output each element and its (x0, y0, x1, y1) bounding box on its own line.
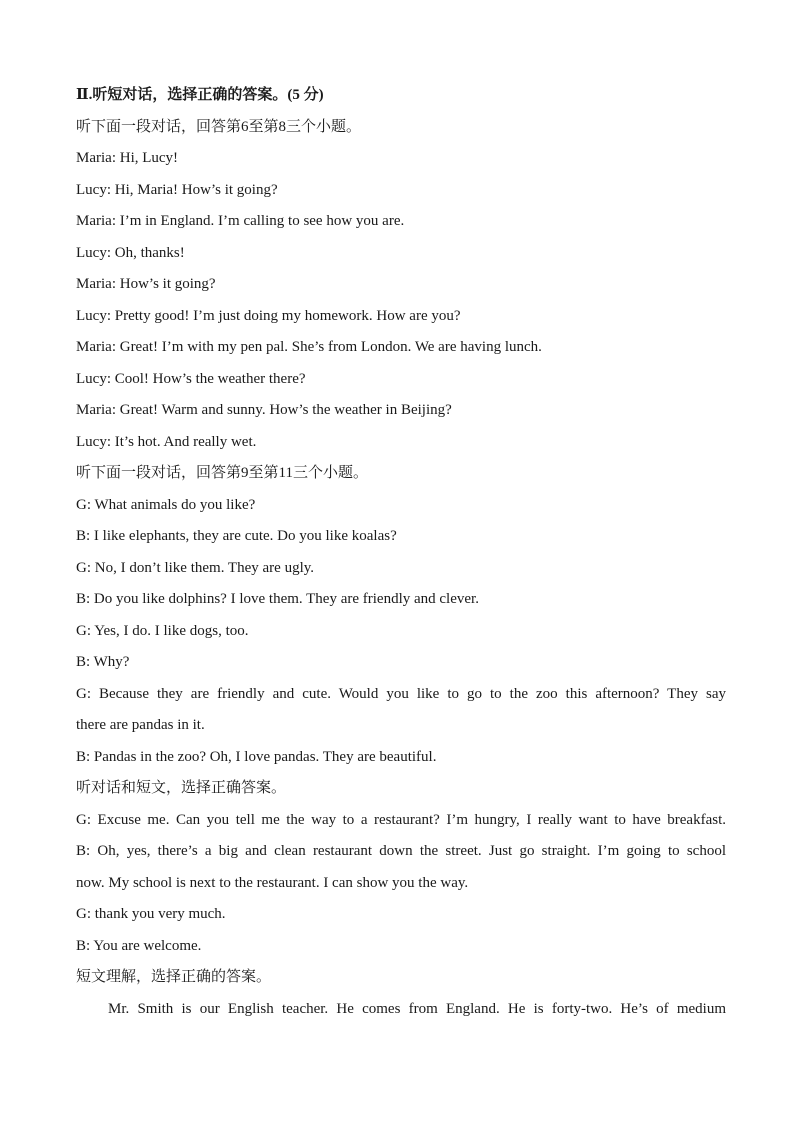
dialogue1-line: Maria: I’m in England. I’m calling to see how you are. (76, 213, 405, 229)
dialogue1-line: Lucy: Hi, Maria! How’s it going? (76, 181, 278, 198)
dialogue3-line: B: You are welcome. (76, 937, 202, 954)
dialogue2-line: G: Yes, I do. I like dogs, too. (76, 622, 249, 639)
dialogue2-long-line-cont: there are pandas in it. (76, 717, 205, 733)
dialogue1-line: Maria: How’s it going? (76, 276, 216, 292)
document-page (76, 80, 726, 1025)
dialogue1-line: Maria: Great! I’m with my pen pal. She’s from London. We are having lunch. (76, 339, 542, 355)
dialogue3-line: B: Oh, yes, there’s a big and clean restaurant down the street. Just go straight. I’m going to school (76, 843, 726, 859)
dialogue1-line: Lucy: Oh, thanks! (76, 244, 185, 261)
passage-line: Mr. Smith is our English teacher. He comes from England. He is forty-two. He’s of medium (108, 1000, 726, 1017)
section-heading: Ⅱ.听短对话，选择正确的答案。(5 分) (76, 87, 324, 103)
dialogue2-last-line: B: Pandas in the zoo? Oh, I love pandas. They are beautiful. (76, 748, 437, 765)
dialogue1-line: Lucy: Cool! How’s the weather there? (76, 370, 306, 387)
dialogue2-line: B: I like elephants, they are cute. Do you like koalas? (76, 528, 397, 544)
dialogue3-line-cont: now. My school is next to the restaurant. I can show you the way. (76, 874, 469, 891)
dialogue2-line: B: Why? (76, 654, 130, 670)
dialogue1-line: Lucy: Pretty good! I’m just doing my homework. How are you? (76, 307, 461, 324)
dialogue1-line: Maria: Great! Warm and sunny. How’s the weather in Beijing? (76, 402, 452, 418)
part3-instruction: 听对话和短文，选择正确答案。 (76, 780, 287, 796)
dialogue2-line: G: No, I don’t like them. They are ugly. (76, 559, 315, 576)
part4-instruction: 短文理解，选择正确的答案。 (76, 969, 272, 985)
dialogue3-line: G: Excuse me. Can you tell me the way to a restaurant? I’m hungry, I really want to have breakfast. (76, 811, 726, 828)
dialogue2-line: B: Do you like dolphins? I love them. They are friendly and clever. (76, 591, 479, 607)
part2-instruction: 听下面一段对话，回答第9至第11三个小题。 (76, 465, 368, 481)
dialogue2-line: G: What animals do you like? (76, 496, 256, 513)
dialogue1-line: Maria: Hi, Lucy! (76, 150, 179, 166)
part1-instruction: 听下面一段对话，回答第6至第8三个小题。 (76, 118, 362, 135)
dialogue2-long-line: G: Because they are friendly and cute. Would you like to go to the zoo this afternoon? They say (76, 685, 726, 702)
dialogue1-line: Lucy: It’s hot. And really wet. (76, 433, 257, 450)
dialogue3-line: G: thank you very much. (76, 906, 226, 922)
